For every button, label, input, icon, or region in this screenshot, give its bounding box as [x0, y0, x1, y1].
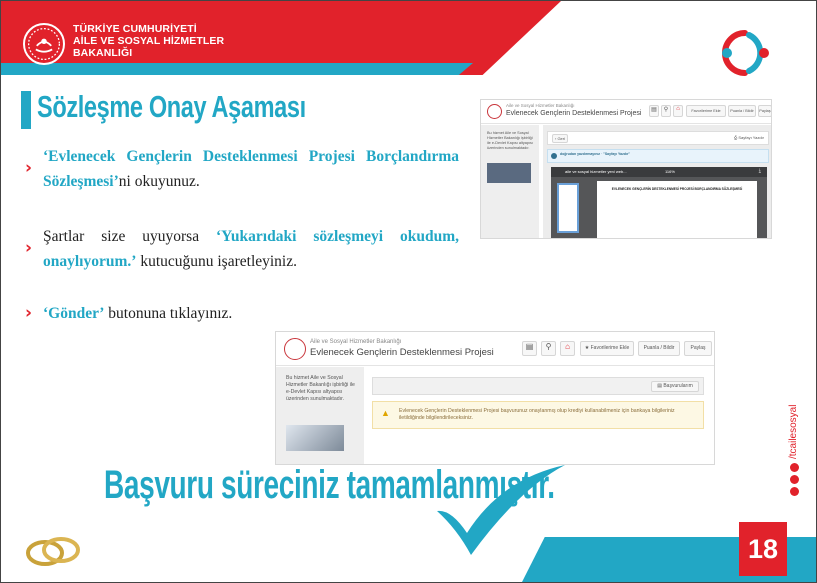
step-accept-checkbox: [25, 224, 459, 274]
ministry-emblem-icon: [487, 104, 502, 119]
screenshot-project-title: Evlenecek Gençlerin Desteklenmesi Projesi: [506, 110, 642, 117]
step-1-text: ni okuyunuz.: [118, 173, 200, 190]
favorite-button[interactable]: ★ Favorilerime Ekle: [580, 341, 634, 356]
favorite-button[interactable]: [686, 105, 726, 117]
pdf-page: [597, 181, 757, 239]
approval-alert-text: Evlenecek Gençlerin Desteklenmesi Projesi başvurunuz onaylanmış olup krediyi kullanabilmeniz için bankaya bilgileriniz iletildiğinde bilgilendirileceksiniz.: [399, 408, 675, 421]
search-icon[interactable]: ⚲: [541, 341, 556, 356]
nav-bar: [547, 131, 769, 145]
screenshot-ministry-name: Aile ve Sosyal Hizmetler Bakanlığı: [506, 103, 575, 108]
page-title: Sözleşme Onay Aşaması: [37, 89, 306, 124]
screenshot-main: [543, 125, 772, 239]
title-marker: [21, 91, 31, 129]
page-number: 18: [739, 522, 787, 576]
pdf-viewer[interactable]: [551, 177, 767, 239]
ministry-name-line3: BAKANLIĞI: [73, 47, 133, 59]
step-2-text: kutucuğunu işaretleyiniz.: [136, 253, 297, 270]
back-button[interactable]: ‹ Geri: [552, 134, 568, 143]
chevron-right-icon: ›: [25, 303, 33, 323]
screenshot-header: [276, 332, 714, 366]
share-button[interactable]: [684, 341, 712, 356]
ministry-emblem-icon: [23, 23, 65, 65]
approval-alert: [372, 401, 704, 429]
result-screenshot: [275, 331, 715, 465]
print-link[interactable]: ⎙ Sayfayı Yazdır: [734, 135, 764, 140]
step-1-highlight: ‘Evlenecek Gençlerin Desteklenmesi Projesi Borçlandırma Sözleşmesi’: [43, 148, 459, 190]
instagram-icon[interactable]: [790, 463, 799, 472]
twitter-icon[interactable]: [790, 475, 799, 484]
pdf-toolbar: [551, 167, 767, 177]
completion-message: Başvuru süreciniz tamamlanmıştır.: [104, 463, 555, 507]
info-icon: [551, 153, 557, 159]
applications-bar: [372, 377, 704, 395]
step-2-prefix: Şartlar size uyuyorsa: [43, 228, 216, 245]
sidebar-image: [286, 425, 344, 451]
facebook-icon[interactable]: [790, 487, 799, 496]
my-applications-button[interactable]: ▤ Başvurularım: [651, 381, 699, 392]
step-read-contract: [25, 144, 459, 194]
info-button-name: "Sayfayı Yazdır": [603, 152, 630, 156]
document-icon[interactable]: ▤: [649, 105, 659, 117]
contract-screenshot: [480, 99, 772, 239]
info-bold-text: doğrudan yazdırmayınız: [560, 152, 601, 156]
rate-label: Puanla / Bildir: [730, 109, 754, 113]
download-icon[interactable]: ⤓: [758, 168, 761, 174]
rate-label: Puanla / Bildir: [643, 345, 675, 351]
favorite-label: Favorilerime Ekle: [691, 109, 721, 113]
document-icon[interactable]: ▤: [522, 341, 537, 356]
ministry-name-line1: TÜRKİYE CUMHURİYETİ: [73, 23, 197, 35]
search-icon[interactable]: ⚲: [661, 105, 671, 117]
step-2-highlight: ‘Yukarıdaki sözleşmeyi okudum, onaylıyorum.’: [43, 228, 459, 270]
step-3-highlight: ‘Gönder’: [43, 305, 105, 322]
home-icon[interactable]: ⌂: [673, 105, 683, 117]
share-label: Paylaş: [759, 109, 771, 113]
sidebar-info-text: Bu hizmet Aile ve Sosyal Hizmetler Bakanlığı işbirliği ile e-Devlet Kapısı altyapısı üzerinden sunulmaktadır.: [487, 131, 534, 150]
header-accent-stripe: [1, 63, 473, 75]
rate-button[interactable]: [728, 105, 756, 117]
screenshot-ministry-name: Aile ve Sosyal Hizmetler Bakanlığı: [310, 339, 402, 345]
pdf-heading: EVLENECEK GENÇLERİN DESTEKLENMESİ PROJESİ BORÇLANDIRMA SÖZLEŞMESİ: [611, 187, 743, 191]
favorite-label: Favorilerime Ekle: [590, 345, 630, 351]
rate-button[interactable]: [638, 341, 680, 356]
sidebar-image: [487, 163, 531, 183]
share-label: Paylaş: [690, 345, 706, 351]
screenshot-project-title: Evlenecek Gençlerin Desteklenmesi Projesi: [310, 347, 494, 358]
wedding-rings-icon: [23, 533, 83, 569]
sidebar-info-text: Bu hizmet Aile ve Sosyal Hizmetler Bakanlığı işbirliği ile e-Devlet Kapısı altyapısı üzerinden sunulmaktadır.: [286, 375, 355, 402]
chevron-right-icon: ›: [25, 158, 33, 178]
ministry-name: [73, 23, 224, 59]
pdf-thumbnail[interactable]: [557, 183, 579, 233]
screenshot-sidebar: [276, 367, 364, 465]
pdf-zoom: 116%: [665, 169, 675, 174]
print-label: Sayfayı Yazdır: [738, 135, 764, 140]
info-alert: doğrudan yazdırmayınız · "Sayfayı Yazdır": [547, 149, 769, 163]
back-label: Geri: [557, 136, 565, 141]
home-icon[interactable]: ⌂: [560, 341, 575, 356]
screenshot-sidebar: [481, 125, 539, 239]
share-button[interactable]: [758, 105, 772, 117]
family-logo-icon: [719, 27, 771, 79]
ministry-emblem-icon: [284, 338, 306, 360]
screenshot-main: [368, 367, 715, 465]
screenshot-header: [481, 100, 771, 124]
pdf-filename: aile ve sosyal hizmetler yeni web...: [565, 169, 627, 174]
step-3-text: butonuna tıklayınız.: [104, 305, 233, 322]
social-handle: /tcailesosyal: [788, 404, 799, 459]
my-applications-label: Başvurularım: [663, 383, 693, 389]
step-send-button: [25, 301, 459, 326]
ministry-name-line2: AİLE VE SOSYAL HİZMETLER: [73, 35, 225, 47]
chevron-right-icon: ›: [25, 238, 33, 258]
warning-icon: ▲: [381, 408, 390, 418]
